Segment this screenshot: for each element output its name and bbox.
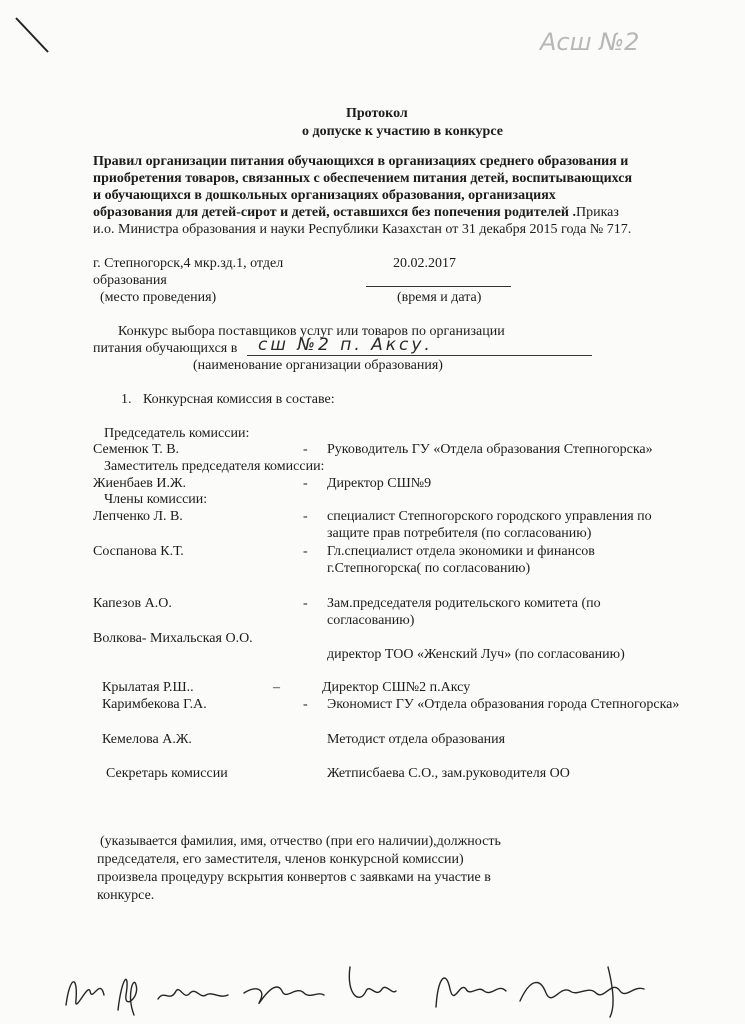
contest-line-1: Конкурс выбора поставщиков услуг или товаров по организации: [118, 324, 505, 339]
rules-line-3: и обучающихся в дошкольных организациях образования, организациях: [93, 188, 556, 203]
place-line-2: образования: [93, 273, 167, 288]
member-name: Капезов А.О.: [93, 596, 172, 611]
place-line-1: г. Степногорск,4 мкр.зд.1, отдел: [93, 256, 284, 271]
deputy-name: Жиенбаев И.Ж.: [93, 476, 187, 491]
member-role-line-1: специалист Степногорского городского управления по: [327, 509, 652, 524]
place-label: (место проведения): [100, 290, 217, 305]
deputy-heading: Заместитель председателя комиссии:: [104, 459, 325, 474]
member-name: Волкова- Михальская О.О.: [93, 631, 253, 646]
note-line-4: конкурсе.: [97, 888, 155, 903]
member-role-line-2: г.Степногорска( по согласованию): [327, 561, 531, 576]
rules-line-4-bold: образования для детей-сирот и детей, оставшихся без попечения родителей .: [93, 205, 576, 220]
member-dash: -: [303, 596, 308, 611]
deputy-role: Директор СШ№9: [327, 476, 432, 491]
rules-line-1: Правил организации питания обучающихся в организациях среднего образования и: [93, 154, 629, 169]
scan-mark: [12, 14, 52, 54]
contest-label: (наименование организации образования): [193, 358, 443, 373]
chair-heading: Председатель комиссии:: [104, 426, 250, 441]
deputy-dash: -: [303, 476, 308, 491]
section-number: 1.: [121, 392, 132, 407]
chair-name: Семенюк Т. В.: [93, 442, 180, 457]
member-name: Соспанова К.Т.: [93, 544, 184, 559]
rules-line-5: и.о. Министра образования и науки Республики Казахстан от 31 декабря 2015 года № 717.: [93, 222, 632, 237]
note-line-3: произвела процедуру вскрытия конвертов с заявками на участие в: [97, 870, 491, 885]
rules-line-4: [93, 205, 619, 221]
note-line-2: председателя, его заместителя, членов конкурсной комиссии): [97, 852, 464, 867]
secretary-role: Жетписбаева С.О., зам.руководителя ОО: [327, 766, 570, 781]
member-role-line-1: директор ТОО «Женский Луч» (по согласованию): [327, 647, 625, 662]
member-name: Каримбекова Г.А.: [102, 697, 207, 712]
member-role-line-1: Директор СШ№2 п.Аксу: [322, 680, 471, 695]
member-name: Кемелова А.Ж.: [102, 732, 192, 747]
rules-line-4-rest: Приказ: [575, 205, 619, 220]
member-dash: -: [303, 544, 308, 559]
member-name: Крылатая Р.Ш..: [102, 680, 194, 695]
section-title: Конкурсная комиссия в составе:: [143, 392, 335, 407]
member-dash: -: [303, 697, 308, 712]
contest-handwritten-org: сш №2 п. Аксу.: [258, 335, 433, 355]
chair-role: Руководитель ГУ «Отдела образования Степногорска»: [327, 442, 653, 457]
member-role-line-1: Зам.председателя родительского комитета (по: [327, 596, 601, 611]
member-role-line-1: Методист отдела образования: [327, 732, 506, 747]
member-role-line-2: согласованию): [327, 613, 415, 628]
page-subtitle: о допуске к участию в конкурсе: [302, 124, 503, 139]
date-underline: [366, 286, 511, 287]
members-heading: Члены комиссии:: [104, 492, 208, 507]
member-name: Лепченко Л. В.: [93, 509, 183, 524]
page-title: Протокол: [346, 106, 408, 121]
member-dash: –: [273, 680, 280, 695]
note-line-1: (указывается фамилия, имя, отчество (при его наличии),должность: [100, 834, 501, 849]
member-role-line-2: защите прав потребителя (по согласованию): [327, 526, 592, 541]
rules-line-2: приобретения товаров, связанных с обеспечением питания детей, воспитывающихся: [93, 171, 633, 186]
contest-underline: [247, 355, 592, 356]
corner-handwritten-mark: Асш №2: [540, 28, 640, 56]
member-role-line-1: Гл.специалист отдела экономики и финансов: [327, 544, 595, 559]
chair-dash: -: [303, 442, 308, 457]
member-role-line-1: Экономист ГУ «Отдела образования города Степногорска»: [327, 697, 680, 712]
date-value: 20.02.2017: [393, 256, 456, 271]
member-dash: -: [303, 509, 308, 524]
signatures-image: [60, 955, 660, 1021]
date-label: (время и дата): [397, 290, 482, 305]
secretary-heading: Секретарь комиссии: [106, 766, 228, 781]
contest-line-2: питания обучающихся в: [93, 341, 238, 356]
